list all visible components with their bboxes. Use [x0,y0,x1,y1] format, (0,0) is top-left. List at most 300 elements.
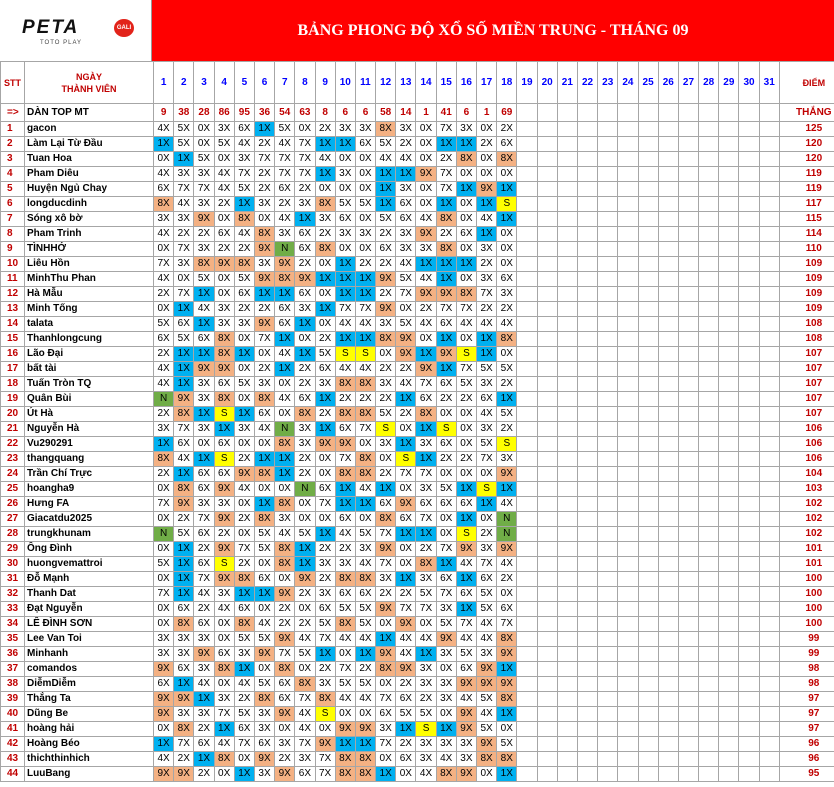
pick-cell: 0X [497,227,517,242]
pick-cell: 1X [315,167,335,182]
pick-cell: 4X [355,362,375,377]
pick-cell: 6X [477,572,497,587]
empty-day-cell [557,392,577,407]
pick-cell: 6X [174,662,194,677]
empty-day-cell [719,407,739,422]
empty-day-cell [557,332,577,347]
pick-cell: 9X [154,767,174,782]
pick-cell: 0X [295,497,315,512]
member-name: DiễmDiễm [25,677,154,692]
empty-day-cell [618,317,638,332]
pick-cell: 2X [456,392,476,407]
page-title: BẢNG PHONG ĐỘ XỔ SỐ MIỀN TRUNG - THÁNG 09 [152,0,834,61]
empty-day-cell [537,662,557,677]
empty-day-cell [598,182,618,197]
empty-day-cell [537,212,557,227]
empty-day-cell [699,662,719,677]
pick-cell: 8X [275,662,295,677]
empty-day-cell [759,572,779,587]
pick-cell: 6X [154,182,174,197]
top-pick-value: 38 [174,104,194,122]
empty-day-cell [638,167,658,182]
pick-cell: 4X [355,557,375,572]
member-name: Hoàng Béo [25,737,154,752]
empty-day-cell [537,557,557,572]
pick-cell: 1X [174,152,194,167]
pick-cell: 0X [456,422,476,437]
empty-day-cell [537,542,557,557]
pick-cell: 5X [234,632,254,647]
pick-cell: 0X [416,332,436,347]
row-number: 24 [1,467,25,482]
empty-day-cell [517,602,537,617]
member-points: 98 [779,677,834,692]
empty-day-cell [678,617,698,632]
empty-day-cell [517,632,537,647]
empty-day-cell [759,557,779,572]
pick-cell: 9X [477,677,497,692]
pick-cell: 8X [355,572,375,587]
pick-cell: 2X [194,722,214,737]
empty-day-cell [699,752,719,767]
pick-cell: 4X [295,632,315,647]
empty-day-cell [557,752,577,767]
pick-cell: 1X [456,137,476,152]
empty-day-cell [658,152,678,167]
pick-cell: 7X [436,167,456,182]
pick-cell: 3X [456,737,476,752]
member-name: Minh Tống [25,302,154,317]
pick-cell: 1X [234,662,254,677]
pick-cell: 5X [174,332,194,347]
empty-day-cell [618,482,638,497]
pick-cell: 8X [254,692,274,707]
pick-cell: 1X [254,587,274,602]
pick-cell: 4X [275,347,295,362]
pick-cell: 1X [355,287,375,302]
day-header: 30 [739,62,759,104]
empty-day-cell [638,347,658,362]
empty-day-cell [618,362,638,377]
pick-cell: 5X [174,122,194,137]
pick-cell: 9X [174,767,194,782]
pick-cell: 4X [154,122,174,137]
empty-day-cell [739,737,759,752]
empty-day-cell [638,512,658,527]
pick-cell: 1X [315,647,335,662]
pick-cell: 6X [234,122,254,137]
pick-cell: 6X [214,437,234,452]
row-number: 18 [1,377,25,392]
empty-day-cell [658,347,678,362]
pick-cell: 3X [154,632,174,647]
empty-day-cell [557,272,577,287]
pick-cell: 8X [234,617,254,632]
pick-cell: 2X [376,587,396,602]
pick-cell: 4X [214,167,234,182]
pick-cell: 3X [436,647,456,662]
pick-cell: 2X [214,527,234,542]
empty-day-cell [699,722,719,737]
pick-cell: 1X [174,542,194,557]
empty-day-cell [517,647,537,662]
pick-cell: 0X [396,542,416,557]
pick-cell: N [275,422,295,437]
empty-day-cell [618,557,638,572]
pick-cell: 6X [436,497,456,512]
pick-cell: 1X [154,737,174,752]
pick-cell: 9X [396,617,416,632]
pick-cell: 1X [497,767,517,782]
empty-day-cell [739,452,759,467]
pick-cell: 2X [335,392,355,407]
pick-cell: 9X [396,662,416,677]
empty-day-cell [739,197,759,212]
empty-day-cell [699,212,719,227]
pick-cell: 0X [295,512,315,527]
day-header: 31 [759,62,779,104]
pick-cell: 2X [497,422,517,437]
empty-day-cell [699,467,719,482]
pick-cell: 5X [234,182,254,197]
pick-cell: 3X [275,227,295,242]
pick-cell: 8X [174,722,194,737]
empty-day-cell [577,377,597,392]
pick-cell: 6X [275,692,295,707]
pick-cell: 6X [376,497,396,512]
empty-day-cell [719,362,739,377]
empty-day-cell [638,212,658,227]
row-number: 20 [1,407,25,422]
empty-day-cell [618,122,638,137]
pick-cell: 2X [234,692,254,707]
pick-cell: 7X [154,587,174,602]
pick-cell: 1X [315,422,335,437]
pick-cell: 4X [477,317,497,332]
row-number: 5 [1,182,25,197]
peta-logo [0,0,152,61]
pick-cell: 2X [234,452,254,467]
pick-cell: 0X [234,497,254,512]
empty-day-cell [759,767,779,782]
member-points: 106 [779,422,834,437]
pick-cell: 1X [436,197,456,212]
pick-cell: 2X [154,467,174,482]
empty-day-cell [618,737,638,752]
empty-day-cell [739,467,759,482]
pick-cell: 0X [477,512,497,527]
pick-cell: 3X [174,647,194,662]
member-points: 100 [779,617,834,632]
empty-day-cell [618,497,638,512]
day-header: 11 [355,62,375,104]
pick-cell: 4X [497,557,517,572]
empty-day-cell [699,317,719,332]
empty-day-cell [658,167,678,182]
pick-cell: 0X [214,632,234,647]
top-pick-value: 36 [254,104,274,122]
empty-day-cell [699,572,719,587]
empty-day-cell [658,692,678,707]
member-name: Hà Mẫu [25,287,154,302]
pick-cell: 2X [497,572,517,587]
empty-day-cell [658,527,678,542]
empty-day-cell [517,722,537,737]
empty-day-cell [699,227,719,242]
empty-day-cell [759,737,779,752]
empty-day-cell [577,152,597,167]
pick-cell: 1X [497,212,517,227]
empty-day-cell [517,122,537,137]
pick-cell: 8X [254,227,274,242]
pick-cell: 3X [376,722,396,737]
pick-cell: 2X [396,362,416,377]
pick-cell: 1X [416,347,436,362]
empty-day-cell [537,752,557,767]
empty-day-cell [598,104,618,122]
empty-day-cell [598,602,618,617]
empty-day-cell [537,737,557,752]
empty-day-cell [678,482,698,497]
pick-cell: 3X [194,422,214,437]
day-header: 12 [376,62,396,104]
pick-cell: 8X [214,662,234,677]
pick-cell: 2X [376,392,396,407]
empty-day-cell [739,767,759,782]
pick-cell: 9X [194,362,214,377]
pick-cell: 5X [194,152,214,167]
empty-day-cell [759,467,779,482]
pick-cell: 1X [477,332,497,347]
empty-day-cell [678,332,698,347]
empty-day-cell [517,422,537,437]
empty-day-cell [577,572,597,587]
empty-day-cell [618,467,638,482]
pick-cell: 3X [214,302,234,317]
pick-cell: 9X [275,257,295,272]
pick-cell: 0X [214,152,234,167]
empty-day-cell [739,557,759,572]
pick-cell: 1X [396,527,416,542]
empty-day-cell [699,407,719,422]
empty-day-cell [658,362,678,377]
pick-cell: 1X [154,137,174,152]
empty-day-cell [618,767,638,782]
empty-day-cell [577,602,597,617]
pick-cell: 0X [376,677,396,692]
pick-cell: 1X [497,707,517,722]
pick-cell: 1X [254,122,274,137]
empty-day-cell [719,482,739,497]
pick-cell: 3X [416,572,436,587]
table-row [1,437,834,452]
pick-cell: 9X [396,347,416,362]
pick-cell: 7X [275,167,295,182]
pick-cell: 9X [376,542,396,557]
pick-cell: 2X [275,602,295,617]
pick-cell: 0X [254,482,274,497]
pick-cell: 1X [335,332,355,347]
empty-day-cell [517,287,537,302]
pick-cell: 0X [275,407,295,422]
pick-cell: 7X [477,452,497,467]
pick-cell: 5X [174,527,194,542]
pick-cell: 5X [497,407,517,422]
row-number: 9 [1,242,25,257]
empty-day-cell [678,212,698,227]
pick-cell: 3X [254,377,274,392]
pick-cell: 0X [254,662,274,677]
empty-day-cell [517,197,537,212]
pick-cell: 2X [315,227,335,242]
empty-day-cell [678,527,698,542]
pick-cell: 8X [315,692,335,707]
pick-cell: 9X [456,767,476,782]
pick-cell: 1X [315,302,335,317]
member-name: gacon [25,122,154,137]
top-pick-value: 69 [497,104,517,122]
pick-cell: 8X [254,392,274,407]
empty-day-cell [537,137,557,152]
pick-cell: 6X [214,647,234,662]
day-header: 19 [517,62,537,104]
empty-day-cell [537,452,557,467]
member-column-header: NGÀY THÀNH VIÊN [25,62,154,104]
pick-cell: 7X [174,422,194,437]
pick-cell: 6X [194,467,214,482]
pick-cell: 8X [436,242,456,257]
pick-cell: 0X [416,182,436,197]
pick-cell: 8X [214,332,234,347]
pick-cell: 0X [477,152,497,167]
pick-cell: 6X [436,377,456,392]
pick-cell: 0X [335,242,355,257]
empty-day-cell [759,632,779,647]
pick-cell: 3X [396,242,416,257]
pick-cell: 0X [477,167,497,182]
empty-day-cell [759,347,779,362]
empty-day-cell [719,317,739,332]
empty-day-cell [719,227,739,242]
pick-cell: 5X [355,197,375,212]
pick-cell: 0X [416,197,436,212]
pick-cell: 8X [477,752,497,767]
empty-day-cell [537,482,557,497]
member-name: Làm Lại Từ Đầu [25,137,154,152]
empty-day-cell [557,632,577,647]
empty-day-cell [598,122,618,137]
pick-cell: 9X [295,572,315,587]
pick-cell: 8X [355,452,375,467]
pick-cell: 7X [396,602,416,617]
empty-day-cell [658,377,678,392]
table-row [1,287,834,302]
pick-cell: 4X [275,527,295,542]
empty-day-cell [557,647,577,662]
pick-cell: 6X [275,182,295,197]
pick-cell: 4X [335,632,355,647]
pick-cell: 2X [234,242,254,257]
empty-day-cell [557,497,577,512]
pick-cell: 8X [214,752,234,767]
pick-cell: N [275,242,295,257]
pick-cell: 3X [396,182,416,197]
pick-cell: 8X [335,617,355,632]
pick-cell: 3X [315,212,335,227]
member-points: 100 [779,587,834,602]
table-header-row [1,62,834,104]
pick-cell: 3X [194,632,214,647]
pick-cell: 0X [315,257,335,272]
pick-cell: 0X [214,677,234,692]
pick-cell: 1X [174,362,194,377]
empty-day-cell [638,677,658,692]
empty-day-cell [598,437,618,452]
empty-day-cell [517,677,537,692]
pick-cell: 5X [335,197,355,212]
top-pick-value: 9 [154,104,174,122]
empty-day-cell [598,347,618,362]
pick-cell: 4X [477,407,497,422]
pick-cell: 0X [355,512,375,527]
day-header: 8 [295,62,315,104]
empty-day-cell [719,557,739,572]
empty-day-cell [598,467,618,482]
pick-cell: 1X [376,632,396,647]
empty-day-cell [759,152,779,167]
pick-cell: 1X [174,572,194,587]
pick-cell: 4X [416,317,436,332]
empty-day-cell [719,692,739,707]
pick-cell: 8X [234,572,254,587]
empty-day-cell [658,317,678,332]
empty-day-cell [678,422,698,437]
pick-cell: 2X [275,752,295,767]
pick-cell: 2X [194,227,214,242]
pick-cell: 0X [497,347,517,362]
pick-cell: 1X [396,572,416,587]
pick-cell: 3X [376,572,396,587]
pick-cell: 6X [214,227,234,242]
empty-day-cell [557,422,577,437]
pick-cell: 3X [355,227,375,242]
pick-cell: 7X [376,737,396,752]
empty-day-cell [557,557,577,572]
empty-day-cell [598,647,618,662]
empty-day-cell [678,317,698,332]
pick-cell: 7X [295,167,315,182]
pick-cell: 6X [497,602,517,617]
pick-cell: 2X [315,662,335,677]
pick-cell: 8X [254,467,274,482]
pick-cell: 1X [174,677,194,692]
pick-cell: 8X [174,617,194,632]
table-row [1,587,834,602]
empty-day-cell [517,212,537,227]
empty-day-cell [759,242,779,257]
pick-cell: 0X [154,617,174,632]
member-points: 120 [779,137,834,152]
pick-cell: 2X [214,197,234,212]
pick-cell: 2X [295,377,315,392]
empty-day-cell [577,332,597,347]
empty-day-cell [658,617,678,632]
pick-cell: 2X [254,362,274,377]
pick-cell: 3X [234,317,254,332]
pick-cell: 0X [416,122,436,137]
pick-cell: N [295,482,315,497]
empty-day-cell [699,362,719,377]
